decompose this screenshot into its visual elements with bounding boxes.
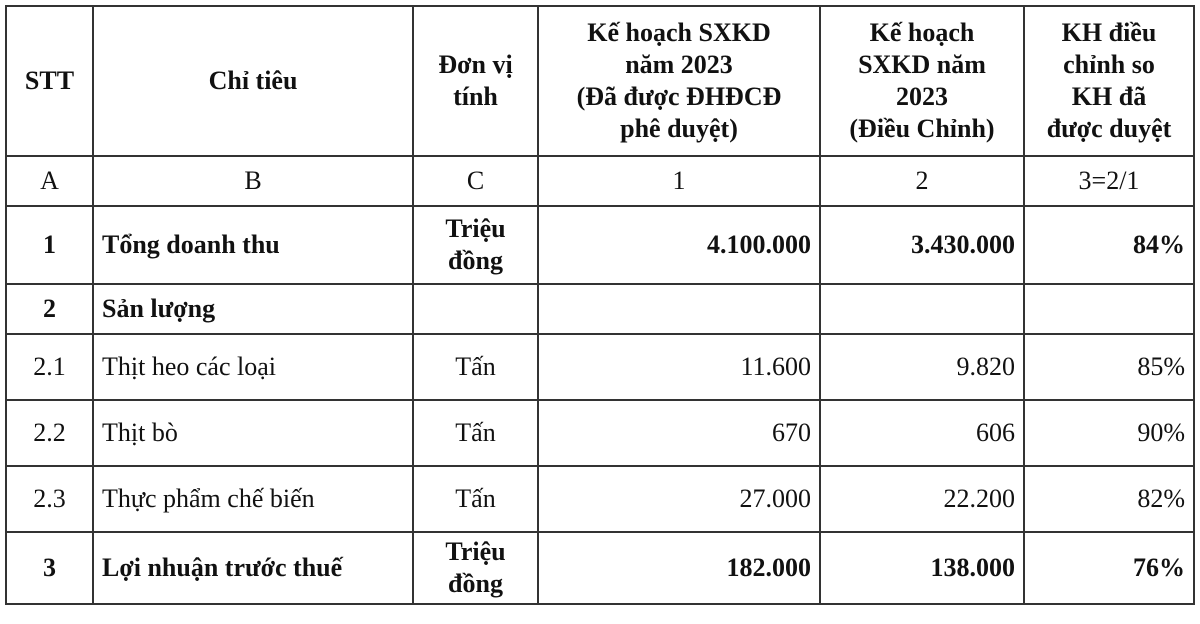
row-unit-line: đồng <box>448 569 503 598</box>
row-stt: 2.2 <box>6 400 93 466</box>
row-unit: Tấn <box>413 334 538 400</box>
column-code: A <box>6 156 93 206</box>
header-kh-dieu-chinh-line: 2023 <box>896 82 948 111</box>
row-unit: Tấn <box>413 400 538 466</box>
row-adjusted <box>820 284 1024 334</box>
header-don-vi-line: tính <box>453 82 498 111</box>
table-row <box>6 532 1194 604</box>
row-name: Tổng doanh thu <box>93 206 413 284</box>
row-adjusted: 606 <box>820 400 1024 466</box>
header-stt: STT <box>6 6 93 156</box>
header-ty-le-line: được duyệt <box>1046 114 1172 143</box>
table-row <box>6 400 1194 466</box>
row-plan: 11.600 <box>538 334 820 400</box>
row-plan: 670 <box>538 400 820 466</box>
row-stt: 2 <box>6 284 93 334</box>
row-stt: 3 <box>6 532 93 604</box>
header-kh-dieu-chinh-line: Kế hoạch <box>869 18 975 47</box>
row-ratio <box>1024 284 1194 334</box>
row-name: Thực phẩm chế biến <box>93 466 413 532</box>
column-code: B <box>93 156 413 206</box>
row-ratio: 82% <box>1024 466 1194 532</box>
header-kh-duyet <box>538 6 820 156</box>
row-plan <box>538 284 820 334</box>
header-kh-duyet-line: phê duyệt) <box>620 114 738 143</box>
header-don-vi-line: Đơn vị <box>438 50 513 79</box>
header-don-vi <box>413 6 538 156</box>
table-row <box>6 334 1194 400</box>
column-code: C <box>413 156 538 206</box>
header-ty-le-line: KH điều <box>1061 18 1157 47</box>
row-stt: 2.3 <box>6 466 93 532</box>
row-unit-line: Triệu <box>445 214 506 243</box>
header-kh-dieu-chinh-line: (Điều Chỉnh) <box>849 114 995 143</box>
row-unit: Tấn <box>413 466 538 532</box>
row-unit <box>413 532 538 604</box>
column-code-row <box>6 156 1194 206</box>
header-kh-duyet-line: Kế hoạch SXKD <box>587 18 771 47</box>
row-plan: 27.000 <box>538 466 820 532</box>
header-kh-duyet-line: năm 2023 <box>625 50 733 79</box>
table-row <box>6 206 1194 284</box>
row-adjusted: 22.200 <box>820 466 1024 532</box>
row-stt: 2.1 <box>6 334 93 400</box>
row-name: Lợi nhuận trước thuế <box>93 532 413 604</box>
header-ty-le-line: KH đã <box>1071 82 1147 111</box>
column-code: 3=2/1 <box>1024 156 1194 206</box>
column-code: 1 <box>538 156 820 206</box>
row-adjusted: 3.430.000 <box>820 206 1024 284</box>
row-plan: 4.100.000 <box>538 206 820 284</box>
row-ratio: 76% <box>1024 532 1194 604</box>
business-plan-table <box>5 5 1195 605</box>
row-adjusted: 138.000 <box>820 532 1024 604</box>
row-unit <box>413 284 538 334</box>
column-code: 2 <box>820 156 1024 206</box>
row-unit-line: đồng <box>448 246 503 275</box>
row-name: Thịt heo các loại <box>93 334 413 400</box>
row-plan: 182.000 <box>538 532 820 604</box>
row-name: Thịt bò <box>93 400 413 466</box>
header-chi-tieu: Chỉ tiêu <box>93 6 413 156</box>
row-ratio: 85% <box>1024 334 1194 400</box>
header-kh-dieu-chinh-line: SXKD năm <box>858 50 986 79</box>
header-row <box>6 6 1194 156</box>
row-unit <box>413 206 538 284</box>
header-ty-le-line: chỉnh so <box>1063 50 1155 79</box>
header-kh-dieu-chinh <box>820 6 1024 156</box>
table-row <box>6 466 1194 532</box>
row-adjusted: 9.820 <box>820 334 1024 400</box>
table-row <box>6 284 1194 334</box>
row-ratio: 84% <box>1024 206 1194 284</box>
row-ratio: 90% <box>1024 400 1194 466</box>
header-ty-le <box>1024 6 1194 156</box>
row-name: Sản lượng <box>93 284 413 334</box>
row-unit-line: Triệu <box>445 537 506 566</box>
row-stt: 1 <box>6 206 93 284</box>
header-kh-duyet-line: (Đã được ĐHĐCĐ <box>576 82 782 111</box>
